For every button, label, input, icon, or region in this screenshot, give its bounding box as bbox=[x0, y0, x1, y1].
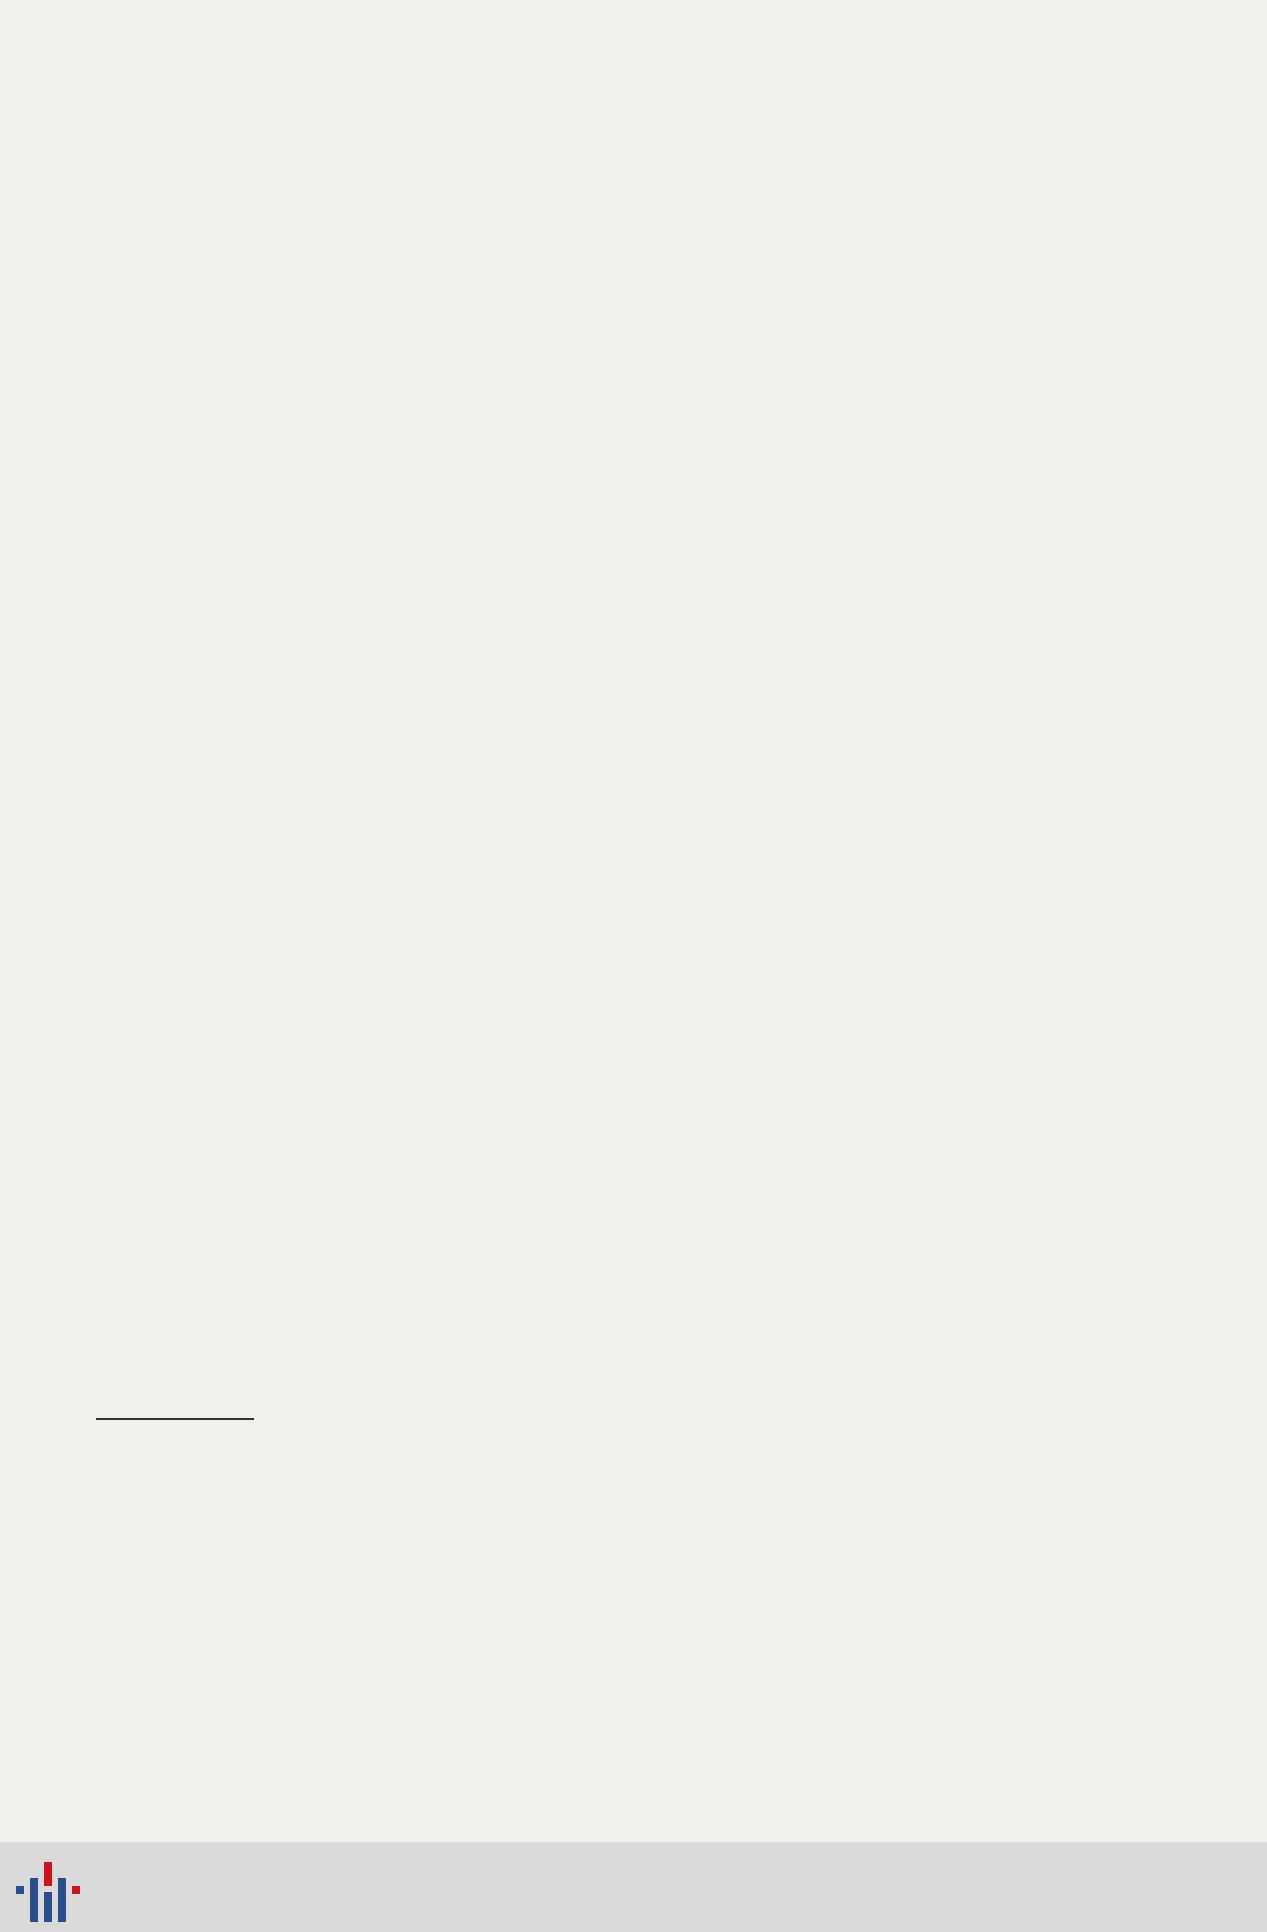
footer-bar bbox=[0, 1842, 1267, 1932]
library-logo-icon bbox=[14, 1852, 84, 1924]
footnote-divider bbox=[96, 1418, 254, 1420]
